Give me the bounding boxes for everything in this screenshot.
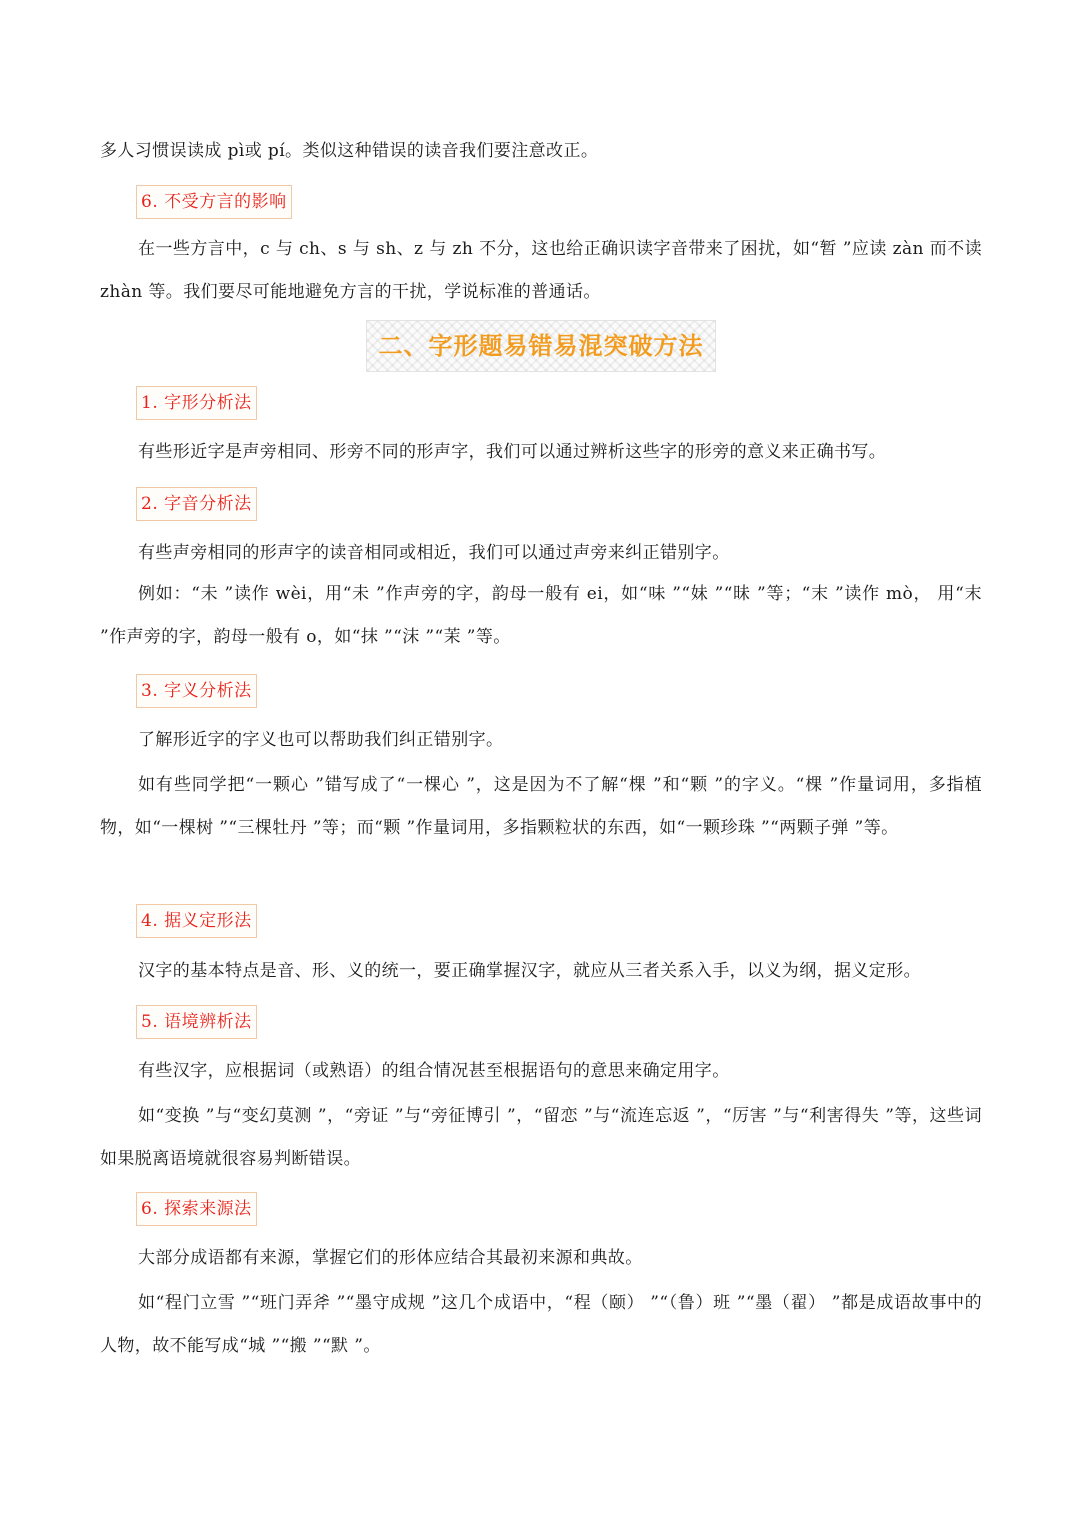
paragraph-misreading: 多人习惯误读成 pì或 pí。类似这种错误的读音我们要注意改正。 xyxy=(100,141,599,161)
paragraph-method-2-intro: 有些声旁相同的形声字的读音相同或相近，我们可以通过声旁来纠正错别字。 xyxy=(138,543,730,563)
paragraph-method-2-example: 例如：“未 ”读作 wèi，用“未 ”作声旁的字，韵母一般有 ei，如“味 ”“妹 ”“昧 ”等；“末 ”读作 mò， 用“末 ”作声旁的字，韵母一般有 o，如“抹 ”“沫 ”“茉 ”等。 xyxy=(100,584,982,647)
paragraph-method-5-example: 如“变换 ”与“变幻莫测 ”，“旁证 ”与“旁征博引 ”，“留恋 ”与“流连忘返 ”，“厉害 ”与“利害得失 ”等，这些词如果脱离语境就很容易判断错误。 xyxy=(100,1106,982,1169)
section-title: 二、字形题易错易混突破方法 xyxy=(378,332,704,360)
paragraph-method-4: 汉字的基本特点是音、形、义的统一，要正确掌握汉字，就应从三者关系入手，以义为纲，据义定形。 xyxy=(138,961,921,981)
heading-method-3: 3. 字义分析法 xyxy=(136,674,257,708)
heading-method-2: 2. 字音分析法 xyxy=(136,487,257,521)
paragraph-method-6-intro: 大部分成语都有来源，掌握它们的形体应结合其最初来源和典故。 xyxy=(138,1248,643,1268)
heading-method-4: 4. 据义定形法 xyxy=(136,904,257,938)
heading-method-1: 1. 字形分析法 xyxy=(136,386,257,420)
heading-dialect: 6. 不受方言的影响 xyxy=(136,185,292,219)
paragraph-method-1: 有些形近字是声旁相同、形旁不同的形声字，我们可以通过辨析这些字的形旁的意义来正确书写。 xyxy=(138,442,887,462)
paragraph-dialect: 在一些方言中，c 与 ch、s 与 sh、z 与 zh 不分，这也给正确识读字音带来了困扰，如“暂 ”应读 zàn 而不读 zhàn 等。我们要尽可能地避免方言的干扰，学说标准的普通话。 xyxy=(100,239,982,302)
heading-method-6: 6. 探索来源法 xyxy=(136,1192,257,1226)
paragraph-method-3-example: 如有些同学把“一颗心 ”错写成了“一棵心 ”，这是因为不了解“棵 ”和“颗 ”的字义。“棵 ”作量词用，多指植物，如“一棵树 ”“三棵牡丹 ”等；而“颗 ”作量词用，多指颗粒状的东西，如“一颗珍珠 ”“两颗子弹 ”等。 xyxy=(100,775,982,838)
paragraph-method-6-example: 如“程门立雪 ”“班门弄斧 ”“墨守成规 ”这几个成语中，“程（颐） ”“（鲁）班 ”“墨（翟） ”都是成语故事中的人物，故不能写成“城 ”“搬 ”“默 ”。 xyxy=(100,1293,982,1356)
section-title-banner xyxy=(366,320,716,372)
heading-method-5: 5. 语境辨析法 xyxy=(136,1005,257,1039)
paragraph-method-5-intro: 有些汉字，应根据词（或熟语）的组合情况甚至根据语句的意思来确定用字。 xyxy=(138,1061,730,1081)
paragraph-method-3-intro: 了解形近字的字义也可以帮助我们纠正错别字。 xyxy=(138,730,504,750)
